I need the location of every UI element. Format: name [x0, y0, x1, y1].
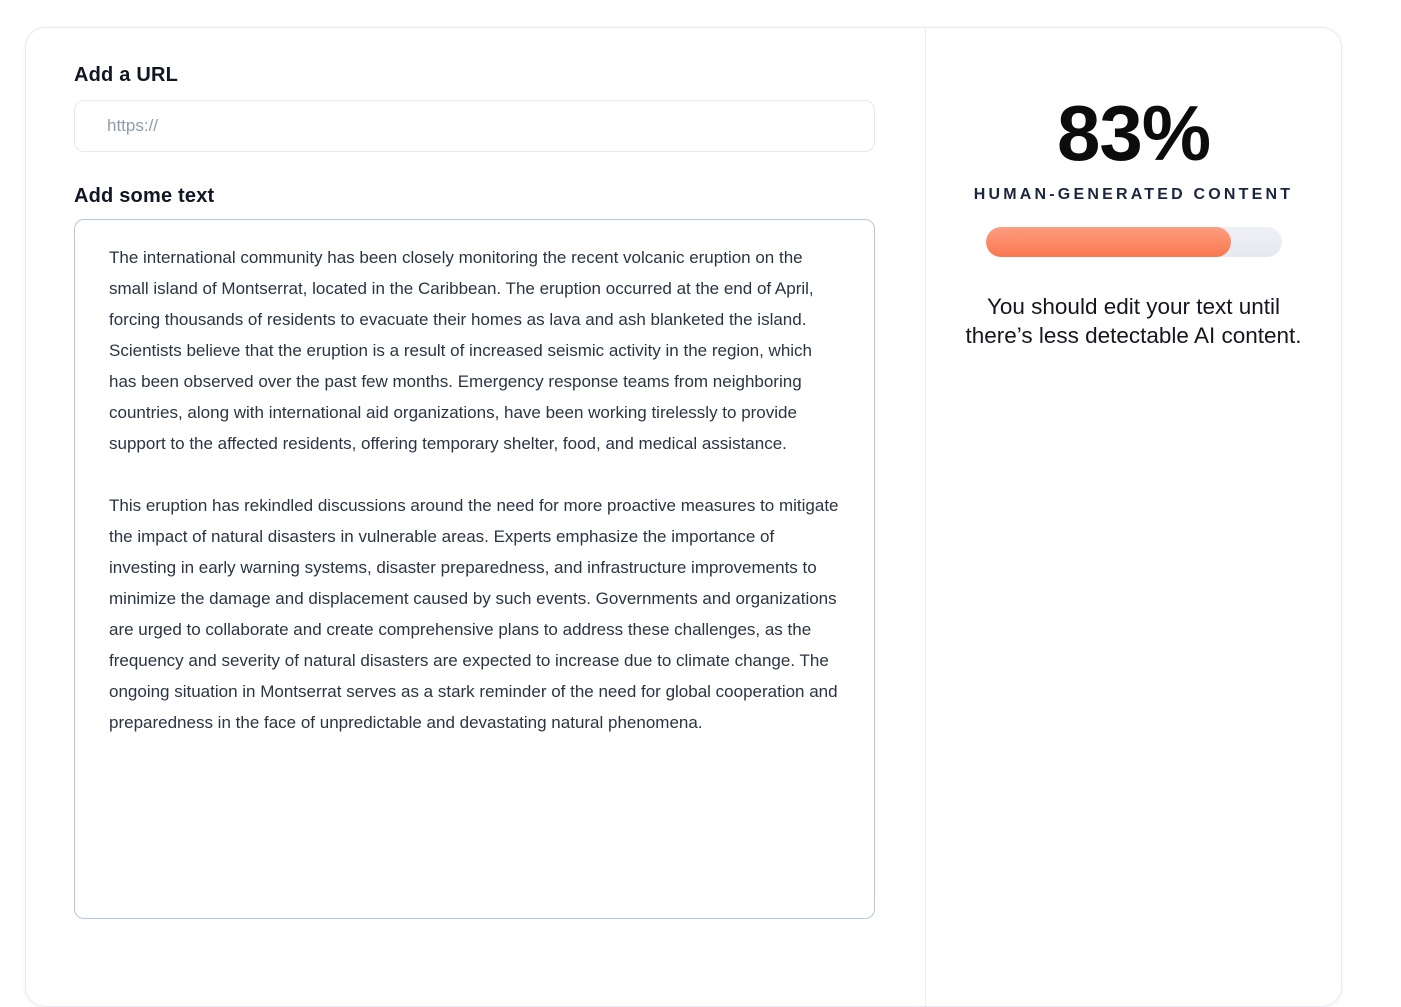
progress-bar-fill — [986, 227, 1232, 257]
detector-card — [25, 27, 1342, 1007]
advice-message: You should edit your text until there’s less detectable AI content. — [965, 294, 1302, 348]
url-label: Add a URL — [74, 64, 179, 86]
score-percentage: 83% — [1056, 89, 1211, 177]
result-panel — [926, 28, 1341, 1006]
url-input[interactable] — [74, 100, 875, 152]
human-content-progress-bar — [986, 227, 1282, 257]
text-input-area[interactable] — [74, 219, 875, 919]
score-caption: HUMAN-GENERATED CONTENT — [973, 186, 1294, 203]
input-panel — [26, 28, 926, 1006]
text-label: Add some text — [74, 185, 215, 207]
